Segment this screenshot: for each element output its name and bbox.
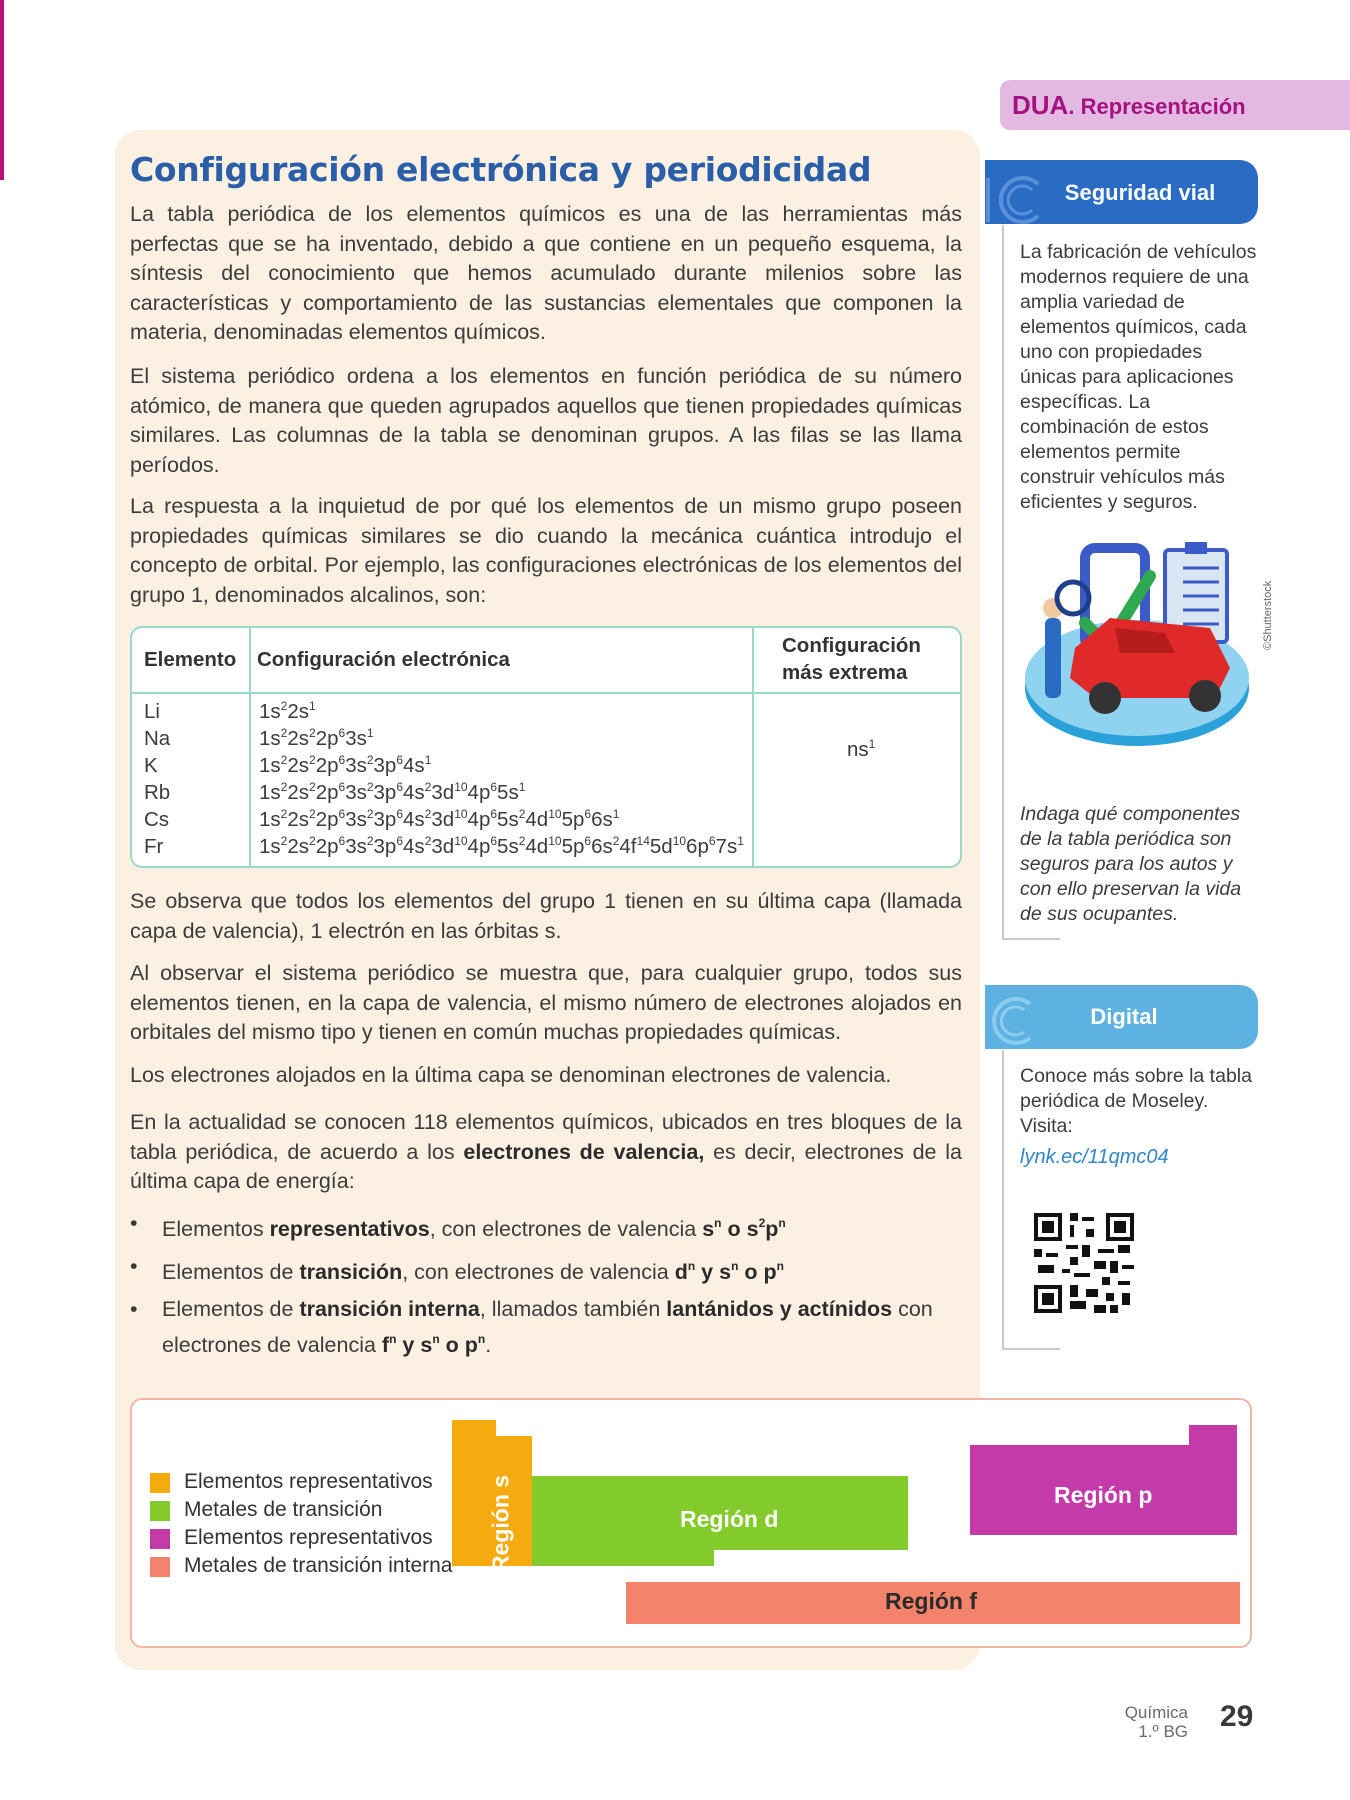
digital-title: Digital bbox=[1090, 1004, 1158, 1029]
page-title: Configuración electrónica y periodicidad bbox=[130, 150, 872, 189]
legend-swatch-purple bbox=[150, 1529, 170, 1549]
regions-legend bbox=[150, 1468, 452, 1580]
paragraph-7: En la actualidad se conocen 118 elementos químicos, ubicados en tres bloques de la tabla periódica, de acuerdo a los electrones de valencia, es decir, electrones de la última capa de energía: bbox=[130, 1110, 962, 1193]
legend-swatch-orange bbox=[150, 1473, 170, 1493]
seguridad-vial-question: Indaga qué componentes de la tabla periódica son seguros para los autos y con ello preservan la vida de sus ocupantes. bbox=[1020, 803, 1242, 925]
digital-text: Conoce más sobre la tabla periódica de Moseley. Visita: bbox=[1020, 1065, 1252, 1137]
legend-swatch-salmon bbox=[150, 1557, 170, 1577]
header-element: Elemento bbox=[144, 648, 237, 671]
d-block-lower bbox=[532, 1550, 714, 1566]
config-k: $1s^22s^22p^63s^23p^64s^1$ bbox=[259, 753, 432, 777]
dua-label: . Representación bbox=[1068, 94, 1246, 119]
dua-prefix: DUA bbox=[1012, 90, 1069, 120]
outer-config-value: $ns^1$ bbox=[847, 737, 876, 761]
sidebar-digital-line bbox=[1002, 1050, 1004, 1350]
config-column bbox=[259, 698, 744, 860]
region-p-label: Región p bbox=[1054, 1482, 1153, 1508]
element-na: Na bbox=[144, 727, 171, 750]
photo-credit: ©Shutterstock bbox=[1262, 580, 1274, 650]
footer-subject bbox=[1125, 1703, 1188, 1741]
sidebar-vial-line bbox=[1002, 225, 1004, 940]
config-fr: $1s^22s^22p^63s^23p^64s^23d^{10}4p^65s^24d^{10}5p^66s^24f^{14}5d^{10}6p^67s^1$ bbox=[259, 834, 744, 858]
config-cs: $1s^22s^22p^63s^23p^64s^23d^{10}4p^65s^24d^{10}5p^66s^1$ bbox=[259, 807, 620, 831]
legend-swatch-green bbox=[150, 1501, 170, 1521]
element-li: Li bbox=[144, 700, 160, 723]
electron-config-table bbox=[130, 626, 962, 868]
moseley-link[interactable]: lynk.ec/11qmc04 bbox=[1020, 1146, 1169, 1168]
sidebar-vial-end-line bbox=[1002, 938, 1060, 940]
left-edge-rule bbox=[0, 0, 4, 180]
config-na: $1s^22s^22p^63s^1$ bbox=[259, 726, 374, 750]
footer-grade: 1.º BG bbox=[1138, 1722, 1188, 1741]
qr-code-icon[interactable] bbox=[1034, 1213, 1134, 1313]
header-outer-line1: Configuración bbox=[782, 634, 921, 657]
legend-item-representative-p: Elementos representativos bbox=[150, 1524, 452, 1552]
periodic-regions-diagram bbox=[130, 1398, 1252, 1648]
dua-header bbox=[1000, 80, 1350, 130]
page-number: 29 bbox=[1220, 1700, 1254, 1733]
legend-item-inner-transition: Metales de transición interna bbox=[150, 1552, 452, 1580]
seguridad-vial-title: Seguridad vial bbox=[1064, 180, 1216, 205]
paragraph-3: La respuesta a la inquietud de por qué los elementos de un mismo grupo poseen propiedades químicas similares se dio cuando la mecánica cuántica introdujo el concepto de orbital. Por ejemplo, las configuraciones electrónicas de los elementos del grupo 1, denominados alcalinos, son: bbox=[130, 494, 962, 607]
header-outer-line2: más extrema bbox=[782, 661, 908, 684]
paragraph-1: La tabla periódica de los elementos químicos es una de las herramientas más perfectas que se ha inventado, debido a que contiene en un pequeño esquema, la síntesis del conocimiento que hemos acumulado durante milenios sobre las características y comportamiento de las sustancias elementales que componen la materia, denominadas elementos químicos. bbox=[130, 202, 962, 344]
legend-item-transition: Metales de transición bbox=[150, 1496, 452, 1524]
seguridad-vial-text: La fabricación de vehículos modernos requiere de una amplia variedad de elementos químicos, cada uno con propiedades únicas para aplicaciones específicas. La combinación de estos elementos permite construir vehículos más eficientes y seguros. bbox=[1020, 241, 1257, 513]
legend-item-representative-s: Elementos representativos bbox=[150, 1468, 452, 1496]
region-f-label: Región f bbox=[885, 1588, 977, 1614]
region-d-label: Región d bbox=[680, 1506, 779, 1532]
car-inspection-illustration bbox=[1015, 528, 1255, 753]
paragraph-5: Al observar el sistema periódico se muestra que, para cualquier grupo, todos sus elementos tienen, en la capa de valencia, el mismo número de electrones alojados en orbitales del mismo tipo y tienen en común muchas propiedades químicas. bbox=[130, 961, 962, 1044]
ic-badge-icon bbox=[982, 170, 1048, 230]
paragraph-2: El sistema periódico ordena a los elementos en función periódica de su número atómico, de manera que queden agrupados aquellos que tienen propiedades químicas similares. Las columnas de la tabla se denominan grupos. A las filas se las llama períodos. bbox=[130, 364, 962, 477]
element-column bbox=[144, 698, 170, 860]
element-cs: Cs bbox=[144, 808, 170, 831]
config-li: $1s^22s^1$ bbox=[259, 699, 316, 723]
config-rb: $1s^22s^22p^63s^23p^64s^23d^{10}4p^65s^1$ bbox=[259, 780, 526, 804]
sidebar-digital-end-line bbox=[1002, 1348, 1060, 1350]
header-config: Configuración electrónica bbox=[257, 648, 510, 671]
footer-subject-name: Química bbox=[1124, 1703, 1188, 1722]
element-fr: Fr bbox=[144, 835, 164, 858]
element-k: K bbox=[144, 754, 158, 777]
paragraph-6: Los electrones alojados en la última capa se denominan electrones de valencia. bbox=[130, 1063, 892, 1087]
region-s-label: Región s bbox=[487, 1474, 514, 1573]
element-rb: Rb bbox=[144, 781, 171, 804]
paragraph-4: Se observa que todos los elementos del grupo 1 tienen en su última capa (llamada capa de valencia), 1 electrón en las órbitas s. bbox=[130, 889, 962, 943]
